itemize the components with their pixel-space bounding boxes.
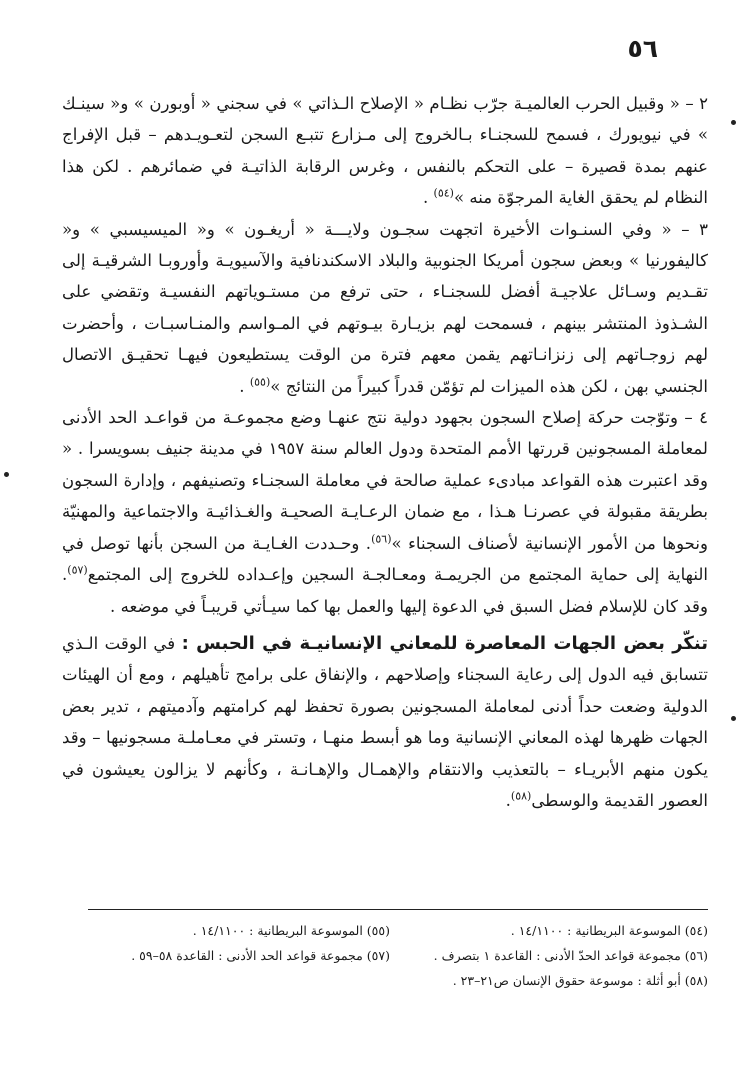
paragraph-2: ٢ – « وقبيل الحرب العالميـة جرّب نظـام « الإصلاح الـذاتي » في سجني « أوبورن » و« سينـك » في نيويورك ، فسمح للسجنـاء بـالخروج إلى مـزارع تتبـع السجن لتعـويـدهم – قبل الإفراج عنهم بمدة قصيرة – على التحكم بالنفس ، وغرس الرقابة الذاتيـة في ضمائرهم . لكن هذا النظام لم يحقق الغاية المرجوّة منه »$^{(٥٤)}$ . xyxy=(62,94,708,208)
footnote-row xyxy=(88,918,708,943)
paragraph-tail: . وقد كان للإسلام فضل السبق في الدعوة إليها والعمل بها كما سيـأتي قريبـاً في موضعه . xyxy=(62,565,708,616)
footnote-ref-54[interactable]: (٥٤) xyxy=(433,186,454,200)
footnotes xyxy=(88,918,708,993)
paragraph-text: ٣ – « وفي السنـوات الأخيرة اتجهت سجـون ولايـــة « أريغـون » و« الميسيسبي » و« كاليفورنيا » وبعض سجون أمريكا الجنوبية والبلاد الاسكندنافية والآسيويـة وأوروبـا الشرقيـة إلى تقـديم وسـائل علاجيـة أفضل للسجنـاء ، حتى ترفع من مستـوياتهم النفسيـة وتقضي على الشـذوذ المنتشر بينهم ، فسمحت لهم بزيـارة بيـوتهم في المـواسم والمنـاسبـات ، وأحضرت لهم زوجـاتهم إلى زنزانـاتهم يقمن معهم فترة من الوقت يستطيعون فيهـا تحقيـق الاتصال الجنسي بهن ، لكن هذه الميزات لم تؤمّن قدراً كبيراً من النتائج » xyxy=(62,219,708,396)
paragraph-3 xyxy=(62,214,708,402)
margin-mark xyxy=(4,472,9,477)
margin-mark xyxy=(731,716,736,721)
footnote-56: (٥٦) مجموعة قواعد الحدّ الأدنى : القاعدة ١ بتصرف . xyxy=(433,948,708,963)
footnote-55: (٥٥) الموسوعة البريطانية : ١٤/١١٠٠ . xyxy=(192,923,390,938)
page-number: ٥٦ xyxy=(627,34,658,63)
paragraph-4 xyxy=(62,402,708,622)
paragraph-section xyxy=(62,628,708,816)
footnote-57: (٥٧) مجموعة قواعد الحد الأدنى : القاعدة ٥٨–٥٩ . xyxy=(131,948,390,963)
footnote-ref-58[interactable]: (٥٨) xyxy=(510,789,532,803)
footnote-54: (٥٤) الموسوعة البريطانية : ١٤/١١٠٠ . xyxy=(510,923,708,938)
footnote-ref-57[interactable]: (٥٧) xyxy=(67,563,88,577)
paragraph-tail: . xyxy=(239,376,250,396)
footnote-row xyxy=(88,968,708,993)
footnote-ref-56[interactable]: (٥٦) xyxy=(371,532,392,546)
footnote-divider xyxy=(88,909,708,910)
section-heading: تنكّر بعض الجهات المعاصرة للمعاني الإنسانيـة في الحبس : xyxy=(181,632,708,654)
paragraph-text: ٤ – وتوّجت حركة إصلاح السجون بجهود دولية نتج عنهـا وضع مجموعـة من قواعـد الحد الأدنى لمعاملة المسجونين قررتها الأمم المتحدة ودول العالم سنة ١٩٥٧ في مدينة جنيف بسويسرا . « وقد اعتبرت هذه القواعد مبادىء عملية صالحة في معاملة السجنـاء وتصنيفهم ، وإدارة السجون بطريقة مقبولة في عصرنـا هـذا ، مع ضمان الرعـايـة الصحيـة والغـذائيـة والاجتماعية والمهنيّة ونحوها من الأمور الإنسانية لأصناف السجناء » xyxy=(62,408,708,553)
paragraph-text: ٢ – « وقبيل الحرب العالميـة جرّب نظـام « الإصلاح الـذاتي » في سجني « أوبورن » و« سينـك » في نيويورك ، فسمح للسجنـاء بـالخروج إلى مـزارع تتبـع السجن لتعـويـدهم – قبل الإفراج عنهم بمدة قصيرة – على التحكم بالنفس ، وغرس الرقابة الذاتيـة في ضمائرهم . لكن هذا النظام لم يحقق الغاية المرجوّة منه » xyxy=(62,94,708,208)
footnote-ref-55[interactable]: (٥٥) xyxy=(249,375,271,389)
footnote-row xyxy=(88,943,708,968)
margin-mark xyxy=(731,120,736,125)
body-text xyxy=(62,88,708,816)
paragraph-tail: . وحـددت الغـايـة من السجن بأنها توصل في النهاية إلى حماية المجتمع من الجريمـة ومعـالجـة السجين وإعـداده للخروج إلى المجتمع xyxy=(62,533,708,585)
paragraph-tail: . xyxy=(505,790,511,810)
paragraph-text: في الوقت الـذي تتسابق فيه الدول إلى رعاية السجناء وإصلاحهم ، والإنفاق على برامج تأهيلهم ، ومع أن الهيئات الدولية وضعت حداً أدنى لمعاملة المسجونين بصورة تحفظ لهم كرامتهم وآدميتهم ، تدير بعض الجهات ظهرها لهذه المعاني الإنسانية وما هو أبسط منهـا ، وتستر في معـاملـة مسجونيها – وقد يكون منهم الأبريـاء – بالتعذيب والانتقام والإهمـال والإهـانـة ، وكأنهم لا يزالون يعيشون في العصور القديمة والوسطى xyxy=(62,633,708,810)
footnote-58: (٥٨) أبو أثلة : موسوعة حقوق الإنسان ص٢١–٢٣ . xyxy=(452,973,708,988)
